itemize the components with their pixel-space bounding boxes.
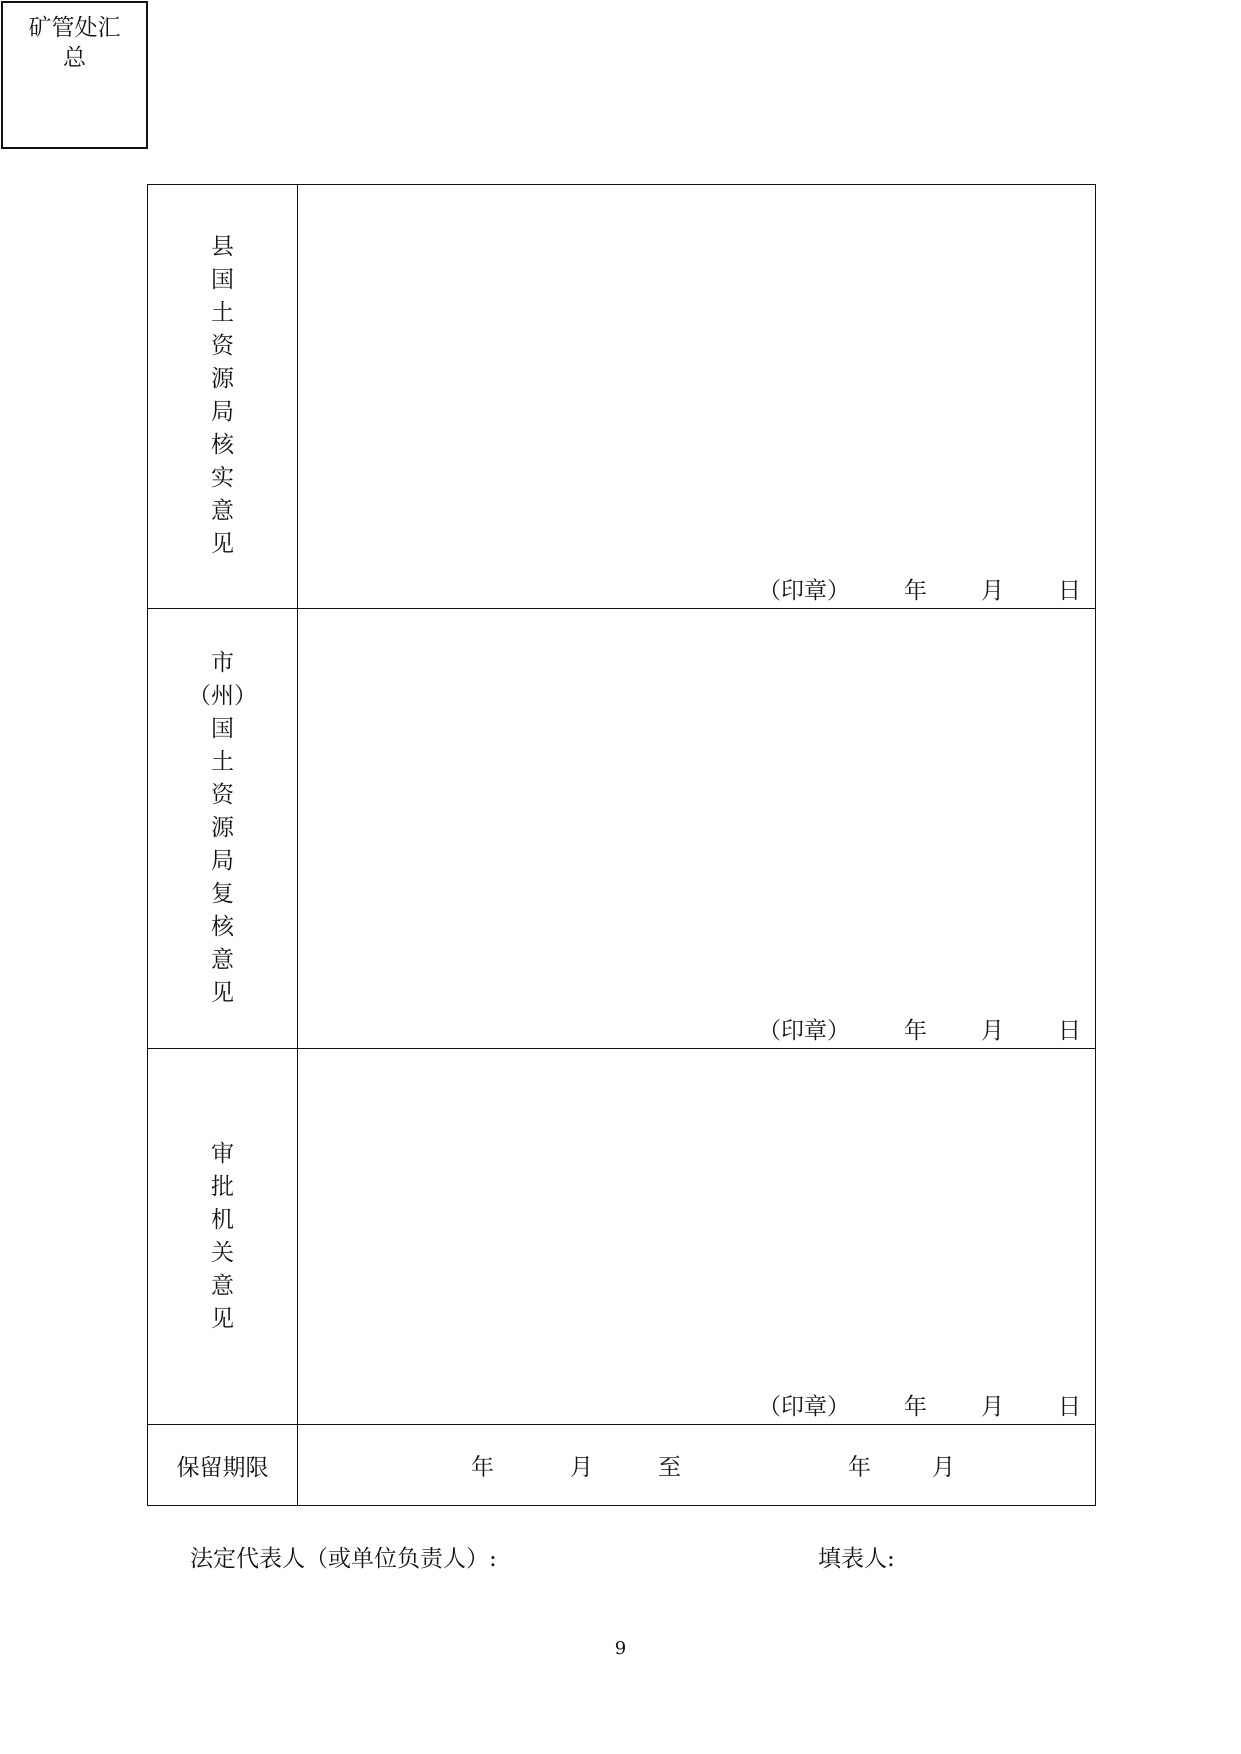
county-review-label [148, 185, 298, 609]
page-number: 9 [614, 1638, 627, 1659]
end-month-label: 月 [932, 1454, 955, 1481]
city-review-opinion-field[interactable] [298, 608, 1096, 1049]
label-char: 见 [211, 979, 234, 1006]
approval-authority-row [148, 1049, 1096, 1425]
label-char: 源 [211, 366, 234, 393]
form-filler-signature: 填表人: [818, 1546, 895, 1572]
approval-authority-signature-line [758, 1392, 1081, 1422]
label-char: 意 [211, 498, 234, 525]
month-label: 月 [981, 1018, 1004, 1045]
label-char: 土 [211, 300, 234, 327]
day-label: 日 [1058, 1018, 1081, 1045]
year-label: 年 [904, 1394, 927, 1421]
label-char: 资 [211, 333, 234, 360]
county-review-row [148, 185, 1096, 609]
label-char: 市 [211, 649, 234, 676]
summary-stamp-box [1, 1, 148, 149]
county-review-opinion-field[interactable] [298, 185, 1096, 609]
month-label: 月 [981, 577, 1004, 604]
city-review-label [148, 608, 298, 1049]
start-year-label: 年 [471, 1454, 494, 1481]
label-char: 局 [211, 847, 234, 874]
county-review-signature-line [758, 576, 1081, 606]
label-char: 核 [211, 913, 234, 940]
city-review-signature-line [758, 1016, 1081, 1046]
seal-label: （印章） [758, 1394, 850, 1421]
label-char: 局 [211, 399, 234, 426]
label-char: 审 [211, 1140, 234, 1167]
retention-period-row [148, 1425, 1096, 1506]
label-char: 关 [211, 1239, 234, 1266]
label-char: 核 [211, 432, 234, 459]
city-review-row [148, 608, 1096, 1049]
label-char: 源 [211, 814, 234, 841]
year-label: 年 [904, 1018, 927, 1045]
label-char: 国 [211, 267, 234, 294]
approval-authority-label [148, 1049, 298, 1425]
retention-period-field[interactable] [298, 1425, 1096, 1506]
retention-period-label-text: 保留期限 [176, 1454, 269, 1481]
label-char: 批 [211, 1173, 234, 1200]
label-char: 国 [211, 715, 234, 742]
label-char: 意 [211, 946, 234, 973]
label-char: （州） [188, 682, 257, 709]
summary-stamp-line2: 总 [63, 45, 86, 71]
month-label: 月 [981, 1394, 1004, 1421]
label-char: 意 [211, 1272, 234, 1299]
label-char: 见 [211, 531, 234, 558]
day-label: 日 [1058, 577, 1081, 604]
summary-stamp-line1: 矿管处汇 [28, 15, 121, 41]
to-label: 至 [658, 1454, 681, 1481]
approval-authority-opinion-field[interactable] [298, 1049, 1096, 1425]
year-label: 年 [904, 577, 927, 604]
label-char: 县 [211, 234, 234, 261]
label-char: 见 [211, 1305, 234, 1332]
start-month-label: 月 [570, 1454, 593, 1481]
label-char: 机 [211, 1206, 234, 1233]
seal-label: （印章） [758, 577, 850, 604]
day-label: 日 [1058, 1394, 1081, 1421]
label-char: 土 [211, 748, 234, 775]
end-year-label: 年 [848, 1454, 871, 1481]
label-char: 资 [211, 781, 234, 808]
label-char: 实 [211, 465, 234, 492]
label-char: 复 [211, 880, 234, 907]
approval-form-table [147, 184, 1096, 1506]
retention-period-label [148, 1425, 298, 1506]
legal-representative-signature: 法定代表人（或单位负责人）: [190, 1546, 497, 1572]
seal-label: （印章） [758, 1018, 850, 1045]
